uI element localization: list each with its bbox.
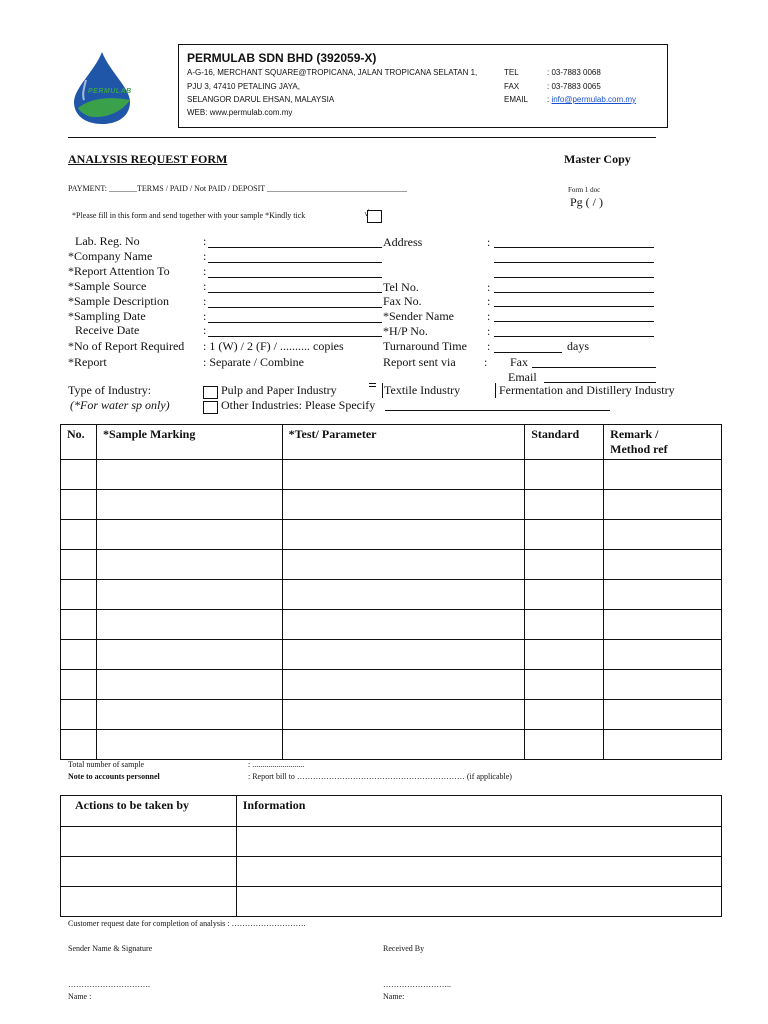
cell[interactable] — [61, 580, 97, 610]
colon: : — [203, 309, 207, 323]
other-input[interactable] — [385, 410, 610, 411]
colon: : — [487, 324, 491, 338]
cell[interactable] — [282, 460, 525, 490]
report-label: *Report — [68, 355, 107, 369]
cell[interactable] — [604, 580, 722, 610]
tel-input[interactable] — [494, 292, 654, 293]
company-logo — [64, 50, 154, 126]
tel-label: TEL — [504, 68, 519, 77]
email-label: EMAIL — [504, 95, 529, 104]
email-prefix: : — [547, 95, 552, 104]
actions-table — [60, 795, 722, 917]
table-row — [61, 887, 722, 917]
lab-reg-input[interactable] — [208, 247, 382, 248]
colon: : — [487, 339, 491, 353]
table-row — [61, 670, 722, 700]
receiver-name-label: Name: — [383, 992, 405, 1001]
cell[interactable] — [525, 610, 604, 640]
cell[interactable] — [61, 730, 97, 760]
sender-signature-label: Sender Name & Signature — [68, 944, 153, 953]
cell[interactable] — [525, 670, 604, 700]
cell[interactable] — [604, 700, 722, 730]
email-link[interactable]: info@permulab.com.my — [551, 95, 637, 104]
cell[interactable] — [604, 520, 722, 550]
receive-date-input[interactable] — [208, 336, 382, 337]
cell[interactable] — [282, 550, 525, 580]
address-line-3: SELANGOR DARUL EHSAN, MALAYSIA — [187, 95, 335, 104]
via-email-label: Email — [508, 370, 537, 384]
table-row — [61, 640, 722, 670]
col-no: No. — [61, 425, 97, 460]
cell[interactable] — [604, 460, 722, 490]
cell[interactable] — [96, 460, 282, 490]
turnaround-label: Turnaround Time — [383, 339, 467, 353]
col-actions: Actions to be taken by — [61, 796, 237, 827]
cell[interactable] — [525, 580, 604, 610]
web-label: WEB: — [187, 108, 208, 117]
report-via-label: Report sent via — [383, 355, 456, 369]
sampling-date-label: *Sampling Date — [68, 309, 146, 323]
industry-note: (*For water sp only) — [70, 398, 170, 412]
cell[interactable] — [61, 610, 97, 640]
sender-name-label: Name : — [68, 992, 92, 1001]
cell[interactable] — [282, 640, 525, 670]
col-test-parameter: *Test/ Parameter — [282, 425, 525, 460]
sender-signature-dots[interactable]: …………………………. — [68, 980, 150, 989]
colon: : — [203, 264, 207, 278]
other-label: Other Industries: Please Specify — [221, 398, 376, 412]
cell[interactable] — [525, 640, 604, 670]
cell[interactable] — [604, 640, 722, 670]
source-input[interactable] — [208, 292, 382, 293]
colon: : — [203, 323, 207, 337]
table-row — [61, 550, 722, 580]
cell[interactable] — [604, 670, 722, 700]
textile-divider — [382, 383, 383, 398]
description-label: *Sample Description — [68, 294, 169, 308]
hp-input[interactable] — [494, 336, 654, 337]
cell[interactable] — [282, 520, 525, 550]
page-number: Pg ( / ) — [570, 195, 603, 209]
turnaround-input[interactable] — [494, 352, 562, 353]
cell[interactable] — [525, 550, 604, 580]
fermentation-label: Fermentation and Distillery Industry — [499, 383, 675, 397]
address-input-2[interactable] — [494, 262, 654, 263]
colon: : — [484, 355, 488, 369]
tel-value: : 03-7883 0068 — [547, 68, 601, 77]
cell[interactable] — [236, 827, 721, 857]
cell[interactable] — [96, 550, 282, 580]
colon: : — [487, 235, 491, 249]
fax-value: : 03-7883 0065 — [547, 82, 601, 91]
cell[interactable] — [61, 827, 237, 857]
received-by-dots[interactable]: …………………….. — [383, 980, 451, 989]
lab-reg-label: Lab. Reg. No — [75, 234, 140, 248]
payment-line: PAYMENT: _______TERMS / PAID / Not PAID / DEPOSIT ___________________________________ — [68, 184, 407, 193]
sample-table-header — [61, 425, 722, 460]
table-row — [61, 520, 722, 550]
received-by-label: Received By — [383, 944, 425, 953]
table-row — [61, 857, 722, 887]
cell[interactable] — [525, 460, 604, 490]
header-divider — [68, 137, 656, 138]
receive-date-label: Receive Date — [75, 323, 140, 337]
sender-label: *Sender Name — [383, 309, 454, 323]
table-row — [61, 610, 722, 640]
address-line-2: PJU 3, 47410 PETALING JAYA, — [187, 82, 300, 91]
table-row — [61, 700, 722, 730]
cell[interactable] — [96, 730, 282, 760]
instruction-text: *Please fill in this form and send together with your sample *Kindly tick — [72, 211, 306, 220]
colon: : — [203, 279, 207, 293]
cell[interactable] — [282, 670, 525, 700]
via-fax-label: Fax — [510, 355, 528, 369]
cell[interactable] — [96, 580, 282, 610]
cell[interactable] — [61, 640, 97, 670]
pulp-checkbox[interactable] — [203, 386, 218, 399]
report-value: : Separate / Combine — [203, 355, 304, 369]
colon: : — [487, 294, 491, 308]
cell[interactable] — [61, 520, 97, 550]
cell[interactable] — [96, 610, 282, 640]
cell[interactable] — [96, 700, 282, 730]
cell[interactable] — [604, 550, 722, 580]
textile-checkbox[interactable] — [369, 383, 376, 387]
cell[interactable] — [236, 887, 721, 917]
attention-input[interactable] — [208, 277, 382, 278]
cell[interactable] — [96, 640, 282, 670]
days-label: days — [567, 339, 589, 353]
tel-label: Tel No. — [383, 280, 419, 294]
hp-label: *H/P No. — [383, 324, 428, 338]
cell[interactable] — [604, 730, 722, 760]
cell[interactable] — [96, 670, 282, 700]
cell[interactable] — [236, 857, 721, 887]
no-report-label: *No of Report Required — [68, 339, 185, 353]
col-standard: Standard — [525, 425, 604, 460]
col-sample-marking: *Sample Marking — [96, 425, 282, 460]
cell[interactable] — [525, 490, 604, 520]
sampling-date-input[interactable] — [208, 322, 382, 323]
colon: : — [203, 249, 207, 263]
cell[interactable] — [604, 610, 722, 640]
cell[interactable] — [61, 670, 97, 700]
remark-line-1: Remark / — [610, 427, 659, 441]
email-line — [547, 95, 636, 104]
master-copy: Master Copy — [564, 152, 631, 166]
company-header — [178, 44, 668, 128]
actions-table-header — [61, 796, 722, 827]
request-date-line: Customer request date for completion of analysis : ………………………. — [68, 919, 306, 928]
table-row — [61, 490, 722, 520]
address-input-1[interactable] — [494, 247, 654, 248]
web-address[interactable]: www.permulab.com.my — [209, 108, 293, 117]
cell[interactable] — [282, 730, 525, 760]
cell[interactable] — [61, 460, 97, 490]
no-report-value: : 1 (W) / 2 (F) / .......... copies — [203, 339, 344, 353]
other-checkbox[interactable] — [203, 401, 218, 414]
form-title: ANALYSIS REQUEST FORM — [68, 152, 228, 166]
col-information: Information — [236, 796, 721, 827]
colon: : — [487, 309, 491, 323]
industry-label: Type of Industry: — [68, 383, 152, 397]
form-number: Form 1 doc — [568, 186, 601, 194]
company-input[interactable] — [208, 262, 382, 263]
colon: : — [487, 280, 491, 294]
web-line — [187, 108, 292, 117]
cell[interactable] — [96, 520, 282, 550]
pulp-label: Pulp and Paper Industry — [221, 383, 337, 397]
note-accounts-value[interactable]: : Report bill to ……………………………………………………… (if applicable) — [248, 772, 512, 781]
cell[interactable] — [525, 520, 604, 550]
tick-mark: √ — [364, 208, 369, 218]
remark-line-2: Method ref — [610, 442, 668, 456]
colon: : — [203, 234, 207, 248]
table-row — [61, 580, 722, 610]
company-name: PERMULAB SDN BHD (392059-X) — [187, 51, 377, 65]
cell[interactable] — [525, 730, 604, 760]
source-label: *Sample Source — [68, 279, 147, 293]
address-label: Address — [383, 235, 423, 249]
cell[interactable] — [61, 550, 97, 580]
cell[interactable] — [282, 700, 525, 730]
col-remark — [604, 425, 722, 460]
cell[interactable] — [61, 857, 237, 887]
via-fax-input[interactable] — [532, 367, 656, 368]
cell[interactable] — [525, 700, 604, 730]
note-accounts-label: Note to accounts personnel — [68, 772, 160, 781]
fax-no-label: Fax No. — [383, 294, 422, 308]
sample-table — [60, 424, 722, 760]
cell[interactable] — [282, 490, 525, 520]
table-row — [61, 460, 722, 490]
cell[interactable] — [282, 610, 525, 640]
description-input[interactable] — [208, 307, 382, 308]
table-row — [61, 730, 722, 760]
fax-input[interactable] — [494, 306, 654, 307]
sender-input[interactable] — [494, 321, 654, 322]
table-row — [61, 827, 722, 857]
fax-label: FAX — [504, 82, 520, 91]
cell[interactable] — [604, 490, 722, 520]
address-line-1: A-G-16, MERCHANT SQUARE@TROPICANA, JALAN TROPICANA SELATAN 1, — [187, 68, 478, 77]
tick-box[interactable] — [367, 210, 382, 223]
cell[interactable] — [61, 887, 237, 917]
colon: : — [203, 294, 207, 308]
attention-label: *Report Attention To — [68, 264, 170, 278]
cell[interactable] — [61, 700, 97, 730]
textile-label: Textile Industry — [384, 383, 461, 397]
cell[interactable] — [61, 490, 97, 520]
total-sample-label: Total number of sample — [68, 760, 145, 769]
total-sample-value[interactable]: : .......................... — [248, 760, 305, 769]
cell[interactable] — [282, 580, 525, 610]
cell[interactable] — [96, 490, 282, 520]
fermentation-checkbox[interactable] — [495, 383, 496, 398]
logo-text: PERMULAB — [88, 88, 132, 95]
company-label: *Company Name — [68, 249, 153, 263]
address-input-3[interactable] — [494, 277, 654, 278]
